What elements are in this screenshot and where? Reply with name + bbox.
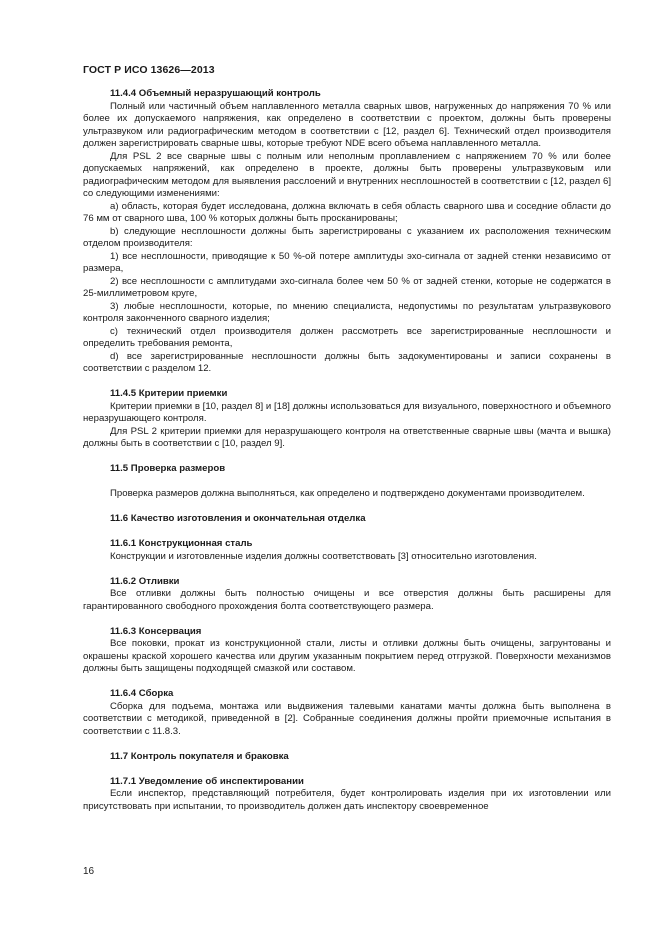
list-item-c: c) технический отдел производителя должен рассмотреть все зарегистрированные несплошности и определить требования ремонта,: [83, 325, 611, 349]
section-title-11-4-4: 11.4.4 Объемный неразрушающий контроль: [110, 88, 321, 99]
section-title-11-4-5: 11.4.5 Критерии приемки: [110, 388, 228, 399]
list-item-b: b) следующие несплошности должны быть зарегистрированы с указанием их расположения техническим отделом производителя:: [83, 225, 611, 249]
paragraph: Для PSL 2 критерии приемки для неразрушающего контроля на ответственные сварные швы (мачта и вышка) должны быть в соответствии с [10, раздел 9].: [83, 425, 611, 449]
paragraph: Критерии приемки в [10, раздел 8] и [18] должны использоваться для визуального, поверхностного и объемного неразрушающего контроля.: [83, 400, 611, 424]
section-title-11-6-1: 11.6.1 Конструкционная сталь: [110, 538, 253, 549]
paragraph: Для PSL 2 все сварные швы с полным или неполным проплавлением с напряжением 70 % или более допускаемых напряжений, как определено в проекте, должны быть проверены ультразвуковым или радиографическим методом для выявления расслоений и внутренних несплошностей в соответствии с [12, раздел 6] со следующими изменениями:: [83, 150, 611, 199]
list-item-b3: 3) любые несплошности, которые, по мнению специалиста, недопустимы по результатам ультразвукового контроля законченного сварного изделия;: [83, 300, 611, 324]
section-title-11-6: 11.6 Качество изготовления и окончательная отделка: [110, 513, 366, 524]
paragraph: Проверка размеров должна выполняться, как определено и подтверждено документами производителем.: [110, 488, 585, 499]
standard-header: ГОСТ Р ИСО 13626—2013: [83, 64, 215, 76]
section-title-11-6-3: 11.6.3 Консервация: [110, 625, 202, 637]
section-title-11-5: 11.5 Проверка размеров: [110, 463, 226, 474]
section-title-11-6-4: 11.6.4 Сборка: [110, 688, 174, 699]
list-item-a: a) область, которая будет исследована, должна включать в себя область сварного шва и соседние области до 76 мм от сварного шва, 100 % которых должны быть просканированы;: [83, 200, 611, 224]
paragraph: Сборка для подъема, монтажа или выдвижения талевыми канатами мачты должна быть выполнена в соответствии с методикой, приведенной в [2]. Собранные соединения должны пройти приемочные испытания в соответствии с 11.8.3.: [83, 700, 611, 737]
list-item-b2: 2) все несплошности с амплитудами эхо-сигнала более чем 50 % от задней стенки, которые не содержатся в 25-миллиметровом круге,: [83, 275, 611, 299]
page-number: 16: [83, 866, 95, 877]
paragraph: Все отливки должны быть полностью очищены и все отверстия должны быть расширены для гарантированного свободного прохождения болта соответствующего размера.: [83, 588, 611, 612]
paragraph: Все поковки, прокат из конструкционной стали, листы и отливки должны быть очищены, загрунтованы и окрашены краской хорошего качества или другим указанным покрытием перед отгрузкой. Поверхности механизмов должны быть защищены подходящей смазкой или составом.: [83, 638, 611, 674]
paragraph: Конструкции и изготовленные изделия должны соответствовать [3] относительно изготовления.: [110, 550, 537, 562]
section-title-11-6-2: 11.6.2 Отливки: [110, 575, 180, 587]
paragraph: Если инспектор, представляющий потребителя, будет контролировать изделия при их изготовлении или присутствовать при испытании, то производитель должен дать инспектору своевременное: [83, 788, 611, 812]
document-body: [83, 88, 611, 813]
paragraph: Полный или частичный объем наплавленного металла сварных швов, нагруженных до напряжения 70 % или более их допускаемого напряжения, как определено в соответствии с проектом, должны быть проверены ультразвуком или радиографическим методом в соответствии с [12, раздел 6]. Технический отдел производителя должен зарегистрировать сварные швы, которые требуют NDE всего объема наплавленного металла.: [83, 100, 611, 149]
list-item-b1: 1) все несплошности, приводящие к 50 %-ой потере амплитуды эхо-сигнала от задней стенки независимо от размера,: [83, 250, 611, 274]
section-title-11-7: 11.7 Контроль покупателя и браковка: [110, 750, 289, 762]
section-title-11-7-1: 11.7.1 Уведомление об инспектировании: [110, 775, 304, 787]
list-item-d: d) все зарегистрированные несплошности должны быть задокументированы и записи сохранены в соответствии с разделом 12.: [83, 350, 611, 374]
